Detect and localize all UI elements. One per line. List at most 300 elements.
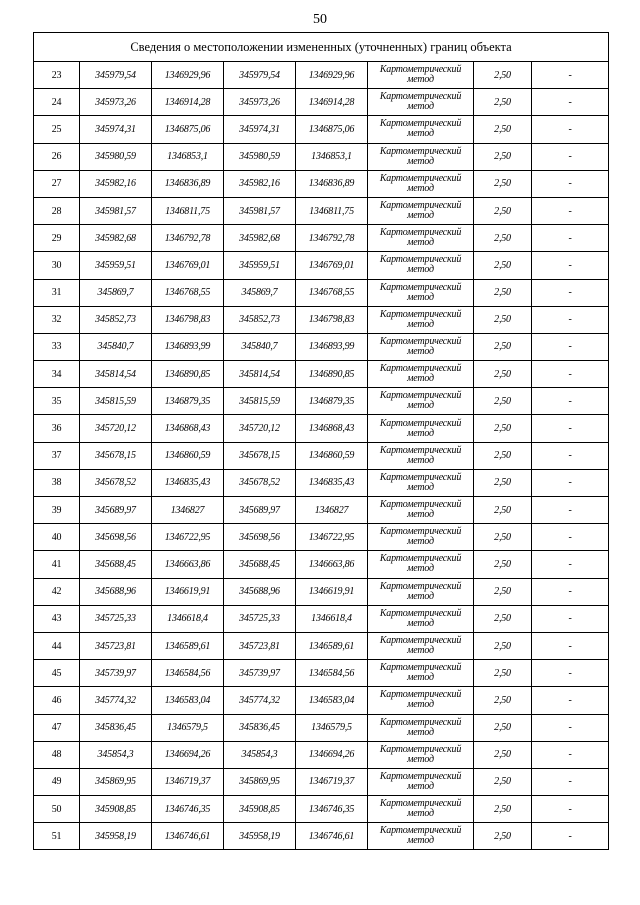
method-line-2: метод bbox=[407, 345, 434, 357]
accuracy-cell: 2,50 bbox=[474, 116, 532, 143]
point-number-cell: 49 bbox=[34, 768, 80, 795]
method-line-2: метод bbox=[407, 128, 434, 140]
table-row bbox=[34, 469, 609, 496]
method-line-1: Картометрический bbox=[379, 770, 462, 782]
boundary-coordinates-table bbox=[33, 32, 609, 850]
y-refined-cell: 1346618,4 bbox=[296, 605, 368, 632]
method-line-1: Картометрический bbox=[379, 308, 462, 320]
point-number-cell: 37 bbox=[34, 442, 80, 469]
x-refined-cell: 345869,7 bbox=[224, 279, 296, 306]
y-existing-cell: 1346694,26 bbox=[152, 741, 224, 768]
method-line-1: Картометрический bbox=[379, 145, 462, 157]
y-refined-cell: 1346792,78 bbox=[296, 225, 368, 252]
table-row bbox=[34, 687, 609, 714]
description-cell: - bbox=[532, 89, 609, 116]
method-line-2: метод bbox=[407, 509, 434, 521]
x-existing-cell: 345678,52 bbox=[80, 469, 152, 496]
table-row bbox=[34, 768, 609, 795]
description-cell: - bbox=[532, 225, 609, 252]
method-line-2: метод bbox=[407, 155, 434, 167]
y-refined-cell: 1346619,91 bbox=[296, 578, 368, 605]
x-existing-cell: 345840,7 bbox=[80, 333, 152, 360]
accuracy-cell: 2,50 bbox=[474, 469, 532, 496]
point-number-cell: 35 bbox=[34, 388, 80, 415]
y-existing-cell: 1346618,4 bbox=[152, 605, 224, 632]
y-existing-cell: 1346893,99 bbox=[152, 333, 224, 360]
accuracy-cell: 2,50 bbox=[474, 796, 532, 823]
x-existing-cell: 345908,85 bbox=[80, 796, 152, 823]
y-existing-cell: 1346835,43 bbox=[152, 469, 224, 496]
method-cell bbox=[368, 415, 474, 442]
description-cell: - bbox=[532, 578, 609, 605]
x-refined-cell: 345678,15 bbox=[224, 442, 296, 469]
description-cell: - bbox=[532, 796, 609, 823]
method-cell bbox=[368, 62, 474, 89]
x-refined-cell: 345814,54 bbox=[224, 361, 296, 388]
x-refined-cell: 345982,68 bbox=[224, 225, 296, 252]
method-line-2: метод bbox=[407, 481, 434, 493]
method-line-1: Картометрический bbox=[379, 118, 462, 130]
x-existing-cell: 345688,45 bbox=[80, 551, 152, 578]
method-line-2: метод bbox=[407, 590, 434, 602]
method-cell bbox=[368, 660, 474, 687]
description-cell: - bbox=[532, 632, 609, 659]
method-line-2: метод bbox=[407, 74, 434, 86]
x-existing-cell: 345974,31 bbox=[80, 116, 152, 143]
table-row bbox=[34, 89, 609, 116]
x-existing-cell: 345854,3 bbox=[80, 741, 152, 768]
method-line-1: Картометрический bbox=[379, 635, 462, 647]
method-line-1: Картометрический bbox=[379, 91, 462, 103]
table-row bbox=[34, 197, 609, 224]
accuracy-cell: 2,50 bbox=[474, 741, 532, 768]
x-refined-cell: 345678,52 bbox=[224, 469, 296, 496]
point-number-cell: 25 bbox=[34, 116, 80, 143]
table-row bbox=[34, 170, 609, 197]
y-existing-cell: 1346746,35 bbox=[152, 796, 224, 823]
method-line-2: метод bbox=[407, 264, 434, 276]
y-refined-cell: 1346722,95 bbox=[296, 524, 368, 551]
method-line-1: Картометрический bbox=[379, 281, 462, 293]
description-cell: - bbox=[532, 333, 609, 360]
method-line-1: Картометрический bbox=[379, 227, 462, 239]
x-refined-cell: 345840,7 bbox=[224, 333, 296, 360]
method-line-2: метод bbox=[407, 210, 434, 222]
accuracy-cell: 2,50 bbox=[474, 306, 532, 333]
method-line-1: Картометрический bbox=[379, 499, 462, 511]
method-cell bbox=[368, 687, 474, 714]
x-refined-cell: 345739,97 bbox=[224, 660, 296, 687]
x-refined-cell: 345959,51 bbox=[224, 252, 296, 279]
x-refined-cell: 345689,97 bbox=[224, 497, 296, 524]
accuracy-cell: 2,50 bbox=[474, 279, 532, 306]
y-refined-cell: 1346836,89 bbox=[296, 170, 368, 197]
method-cell bbox=[368, 741, 474, 768]
point-number-cell: 48 bbox=[34, 741, 80, 768]
point-number-cell: 39 bbox=[34, 497, 80, 524]
description-cell: - bbox=[532, 551, 609, 578]
method-cell bbox=[368, 469, 474, 496]
x-existing-cell: 345815,59 bbox=[80, 388, 152, 415]
y-refined-cell: 1346694,26 bbox=[296, 741, 368, 768]
method-line-1: Картометрический bbox=[379, 689, 462, 701]
method-line-2: метод bbox=[407, 182, 434, 194]
point-number-cell: 36 bbox=[34, 415, 80, 442]
x-refined-cell: 345974,31 bbox=[224, 116, 296, 143]
y-existing-cell: 1346584,56 bbox=[152, 660, 224, 687]
point-number-cell: 23 bbox=[34, 62, 80, 89]
method-line-1: Картометрический bbox=[379, 607, 462, 619]
point-number-cell: 33 bbox=[34, 333, 80, 360]
method-line-1: Картометрический bbox=[379, 798, 462, 810]
method-line-1: Картометрический bbox=[379, 662, 462, 674]
table-row bbox=[34, 306, 609, 333]
accuracy-cell: 2,50 bbox=[474, 143, 532, 170]
point-number-cell: 38 bbox=[34, 469, 80, 496]
point-number-cell: 31 bbox=[34, 279, 80, 306]
accuracy-cell: 2,50 bbox=[474, 578, 532, 605]
point-number-cell: 26 bbox=[34, 143, 80, 170]
method-line-1: Картометрический bbox=[379, 716, 462, 728]
accuracy-cell: 2,50 bbox=[474, 333, 532, 360]
method-line-2: метод bbox=[407, 427, 434, 439]
table-row bbox=[34, 442, 609, 469]
table-row bbox=[34, 62, 609, 89]
table-row bbox=[34, 388, 609, 415]
table-row bbox=[34, 551, 609, 578]
method-line-2: метод bbox=[407, 699, 434, 711]
y-refined-cell: 1346860,59 bbox=[296, 442, 368, 469]
x-refined-cell: 345869,95 bbox=[224, 768, 296, 795]
accuracy-cell: 2,50 bbox=[474, 442, 532, 469]
method-line-2: метод bbox=[407, 400, 434, 412]
table-row bbox=[34, 823, 609, 850]
method-line-1: Картометрический bbox=[379, 743, 462, 755]
method-line-1: Картометрический bbox=[379, 417, 462, 429]
x-existing-cell: 345689,97 bbox=[80, 497, 152, 524]
method-line-2: метод bbox=[407, 753, 434, 765]
method-cell bbox=[368, 605, 474, 632]
description-cell: - bbox=[532, 823, 609, 850]
accuracy-cell: 2,50 bbox=[474, 605, 532, 632]
method-cell bbox=[368, 823, 474, 850]
y-existing-cell: 1346792,78 bbox=[152, 225, 224, 252]
x-refined-cell: 345973,26 bbox=[224, 89, 296, 116]
accuracy-cell: 2,50 bbox=[474, 632, 532, 659]
point-number-cell: 47 bbox=[34, 714, 80, 741]
point-number-cell: 34 bbox=[34, 361, 80, 388]
y-refined-cell: 1346868,43 bbox=[296, 415, 368, 442]
table-row bbox=[34, 714, 609, 741]
accuracy-cell: 2,50 bbox=[474, 551, 532, 578]
y-refined-cell: 1346875,06 bbox=[296, 116, 368, 143]
accuracy-cell: 2,50 bbox=[474, 361, 532, 388]
method-line-2: метод bbox=[407, 454, 434, 466]
method-cell bbox=[368, 442, 474, 469]
description-cell: - bbox=[532, 143, 609, 170]
table-row bbox=[34, 497, 609, 524]
y-refined-cell: 1346746,61 bbox=[296, 823, 368, 850]
y-refined-cell: 1346811,75 bbox=[296, 197, 368, 224]
x-existing-cell: 345982,68 bbox=[80, 225, 152, 252]
y-refined-cell: 1346914,28 bbox=[296, 89, 368, 116]
method-cell bbox=[368, 89, 474, 116]
x-refined-cell: 345725,33 bbox=[224, 605, 296, 632]
y-refined-cell: 1346879,35 bbox=[296, 388, 368, 415]
accuracy-cell: 2,50 bbox=[474, 768, 532, 795]
x-existing-cell: 345981,57 bbox=[80, 197, 152, 224]
method-line-1: Картометрический bbox=[379, 335, 462, 347]
y-refined-cell: 1346890,85 bbox=[296, 361, 368, 388]
x-refined-cell: 345815,59 bbox=[224, 388, 296, 415]
method-line-2: метод bbox=[407, 373, 434, 385]
method-cell bbox=[368, 225, 474, 252]
description-cell: - bbox=[532, 197, 609, 224]
point-number-cell: 30 bbox=[34, 252, 80, 279]
point-number-cell: 46 bbox=[34, 687, 80, 714]
y-existing-cell: 1346811,75 bbox=[152, 197, 224, 224]
description-cell: - bbox=[532, 279, 609, 306]
description-cell: - bbox=[532, 687, 609, 714]
accuracy-cell: 2,50 bbox=[474, 823, 532, 850]
y-existing-cell: 1346875,06 bbox=[152, 116, 224, 143]
x-existing-cell: 345980,59 bbox=[80, 143, 152, 170]
y-refined-cell: 1346589,61 bbox=[296, 632, 368, 659]
y-refined-cell: 1346663,86 bbox=[296, 551, 368, 578]
x-refined-cell: 345836,45 bbox=[224, 714, 296, 741]
point-number-cell: 28 bbox=[34, 197, 80, 224]
table-row bbox=[34, 116, 609, 143]
y-existing-cell: 1346914,28 bbox=[152, 89, 224, 116]
x-refined-cell: 345852,73 bbox=[224, 306, 296, 333]
method-cell bbox=[368, 578, 474, 605]
y-refined-cell: 1346719,37 bbox=[296, 768, 368, 795]
y-existing-cell: 1346836,89 bbox=[152, 170, 224, 197]
x-refined-cell: 345774,32 bbox=[224, 687, 296, 714]
y-existing-cell: 1346879,35 bbox=[152, 388, 224, 415]
method-cell bbox=[368, 714, 474, 741]
y-existing-cell: 1346579,5 bbox=[152, 714, 224, 741]
accuracy-cell: 2,50 bbox=[474, 225, 532, 252]
y-refined-cell: 1346583,04 bbox=[296, 687, 368, 714]
method-cell bbox=[368, 197, 474, 224]
x-refined-cell: 345698,56 bbox=[224, 524, 296, 551]
method-cell bbox=[368, 170, 474, 197]
y-existing-cell: 1346860,59 bbox=[152, 442, 224, 469]
method-cell bbox=[368, 388, 474, 415]
accuracy-cell: 2,50 bbox=[474, 388, 532, 415]
method-cell bbox=[368, 796, 474, 823]
x-refined-cell: 345980,59 bbox=[224, 143, 296, 170]
point-number-cell: 42 bbox=[34, 578, 80, 605]
x-refined-cell: 345979,54 bbox=[224, 62, 296, 89]
x-existing-cell: 345958,19 bbox=[80, 823, 152, 850]
method-cell bbox=[368, 116, 474, 143]
y-refined-cell: 1346929,96 bbox=[296, 62, 368, 89]
point-number-cell: 44 bbox=[34, 632, 80, 659]
accuracy-cell: 2,50 bbox=[474, 497, 532, 524]
point-number-cell: 50 bbox=[34, 796, 80, 823]
point-number-cell: 24 bbox=[34, 89, 80, 116]
description-cell: - bbox=[532, 469, 609, 496]
x-refined-cell: 345720,12 bbox=[224, 415, 296, 442]
x-existing-cell: 345814,54 bbox=[80, 361, 152, 388]
accuracy-cell: 2,50 bbox=[474, 714, 532, 741]
accuracy-cell: 2,50 bbox=[474, 252, 532, 279]
description-cell: - bbox=[532, 116, 609, 143]
method-cell bbox=[368, 497, 474, 524]
table-row bbox=[34, 415, 609, 442]
method-line-2: метод bbox=[407, 645, 434, 657]
method-line-1: Картометрический bbox=[379, 363, 462, 375]
point-number-cell: 27 bbox=[34, 170, 80, 197]
y-refined-cell: 1346835,43 bbox=[296, 469, 368, 496]
method-cell bbox=[368, 143, 474, 170]
method-line-2: метод bbox=[407, 291, 434, 303]
y-existing-cell: 1346663,86 bbox=[152, 551, 224, 578]
point-number-cell: 51 bbox=[34, 823, 80, 850]
description-cell: - bbox=[532, 660, 609, 687]
table-row bbox=[34, 605, 609, 632]
y-refined-cell: 1346798,83 bbox=[296, 306, 368, 333]
description-cell: - bbox=[532, 170, 609, 197]
x-existing-cell: 345723,81 bbox=[80, 632, 152, 659]
x-refined-cell: 345854,3 bbox=[224, 741, 296, 768]
table-title: Сведения о местоположении измененных (уточненных) границ объекта bbox=[34, 33, 609, 62]
x-existing-cell: 345688,96 bbox=[80, 578, 152, 605]
method-line-2: метод bbox=[407, 672, 434, 684]
description-cell: - bbox=[532, 442, 609, 469]
method-line-2: метод bbox=[407, 780, 434, 792]
method-cell bbox=[368, 333, 474, 360]
method-line-1: Картометрический bbox=[379, 580, 462, 592]
description-cell: - bbox=[532, 714, 609, 741]
y-existing-cell: 1346619,91 bbox=[152, 578, 224, 605]
description-cell: - bbox=[532, 306, 609, 333]
table-row bbox=[34, 741, 609, 768]
point-number-cell: 40 bbox=[34, 524, 80, 551]
method-line-1: Картометрический bbox=[379, 254, 462, 266]
y-existing-cell: 1346583,04 bbox=[152, 687, 224, 714]
description-cell: - bbox=[532, 361, 609, 388]
x-existing-cell: 345979,54 bbox=[80, 62, 152, 89]
table-row bbox=[34, 225, 609, 252]
description-cell: - bbox=[532, 768, 609, 795]
y-existing-cell: 1346929,96 bbox=[152, 62, 224, 89]
method-line-1: Картометрический bbox=[379, 471, 462, 483]
x-existing-cell: 345869,7 bbox=[80, 279, 152, 306]
y-existing-cell: 1346722,95 bbox=[152, 524, 224, 551]
x-refined-cell: 345688,45 bbox=[224, 551, 296, 578]
x-existing-cell: 345678,15 bbox=[80, 442, 152, 469]
method-cell bbox=[368, 279, 474, 306]
y-refined-cell: 1346584,56 bbox=[296, 660, 368, 687]
y-refined-cell: 1346827 bbox=[296, 497, 368, 524]
y-refined-cell: 1346746,35 bbox=[296, 796, 368, 823]
table-row bbox=[34, 333, 609, 360]
x-existing-cell: 345869,95 bbox=[80, 768, 152, 795]
point-number-cell: 41 bbox=[34, 551, 80, 578]
x-existing-cell: 345698,56 bbox=[80, 524, 152, 551]
method-line-2: метод bbox=[407, 318, 434, 330]
table-row bbox=[34, 361, 609, 388]
accuracy-cell: 2,50 bbox=[474, 524, 532, 551]
y-refined-cell: 1346769,01 bbox=[296, 252, 368, 279]
table-row bbox=[34, 632, 609, 659]
x-existing-cell: 345982,16 bbox=[80, 170, 152, 197]
table-row bbox=[34, 279, 609, 306]
method-cell bbox=[368, 632, 474, 659]
method-line-2: метод bbox=[407, 563, 434, 575]
x-existing-cell: 345836,45 bbox=[80, 714, 152, 741]
accuracy-cell: 2,50 bbox=[474, 170, 532, 197]
y-refined-cell: 1346768,55 bbox=[296, 279, 368, 306]
point-number-cell: 29 bbox=[34, 225, 80, 252]
method-line-2: метод bbox=[407, 536, 434, 548]
method-line-2: метод bbox=[407, 617, 434, 629]
x-refined-cell: 345982,16 bbox=[224, 170, 296, 197]
method-cell bbox=[368, 252, 474, 279]
accuracy-cell: 2,50 bbox=[474, 660, 532, 687]
y-existing-cell: 1346853,1 bbox=[152, 143, 224, 170]
x-existing-cell: 345725,33 bbox=[80, 605, 152, 632]
y-refined-cell: 1346893,99 bbox=[296, 333, 368, 360]
accuracy-cell: 2,50 bbox=[474, 89, 532, 116]
method-line-1: Картометрический bbox=[379, 444, 462, 456]
method-line-1: Картометрический bbox=[379, 390, 462, 402]
table-title-row bbox=[34, 33, 609, 62]
method-line-1: Картометрический bbox=[379, 172, 462, 184]
point-number-cell: 45 bbox=[34, 660, 80, 687]
y-existing-cell: 1346890,85 bbox=[152, 361, 224, 388]
table-row bbox=[34, 660, 609, 687]
accuracy-cell: 2,50 bbox=[474, 62, 532, 89]
method-line-2: метод bbox=[407, 808, 434, 820]
method-line-1: Картометрический bbox=[379, 200, 462, 212]
method-line-1: Картометрический bbox=[379, 553, 462, 565]
description-cell: - bbox=[532, 252, 609, 279]
table-row bbox=[34, 524, 609, 551]
x-existing-cell: 345959,51 bbox=[80, 252, 152, 279]
y-existing-cell: 1346827 bbox=[152, 497, 224, 524]
x-refined-cell: 345723,81 bbox=[224, 632, 296, 659]
method-line-1: Картометрический bbox=[379, 526, 462, 538]
method-line-1: Картометрический bbox=[379, 64, 462, 76]
y-existing-cell: 1346769,01 bbox=[152, 252, 224, 279]
method-cell bbox=[368, 768, 474, 795]
description-cell: - bbox=[532, 497, 609, 524]
y-existing-cell: 1346798,83 bbox=[152, 306, 224, 333]
method-line-2: метод bbox=[407, 101, 434, 113]
description-cell: - bbox=[532, 605, 609, 632]
description-cell: - bbox=[532, 741, 609, 768]
table-row bbox=[34, 578, 609, 605]
method-line-2: метод bbox=[407, 835, 434, 847]
y-refined-cell: 1346579,5 bbox=[296, 714, 368, 741]
method-cell bbox=[368, 361, 474, 388]
description-cell: - bbox=[532, 524, 609, 551]
table-row bbox=[34, 252, 609, 279]
page-number: 50 bbox=[313, 12, 327, 27]
method-line-2: метод bbox=[407, 237, 434, 249]
table-row bbox=[34, 796, 609, 823]
x-existing-cell: 345720,12 bbox=[80, 415, 152, 442]
description-cell: - bbox=[532, 62, 609, 89]
x-refined-cell: 345958,19 bbox=[224, 823, 296, 850]
y-existing-cell: 1346589,61 bbox=[152, 632, 224, 659]
x-existing-cell: 345852,73 bbox=[80, 306, 152, 333]
accuracy-cell: 2,50 bbox=[474, 197, 532, 224]
